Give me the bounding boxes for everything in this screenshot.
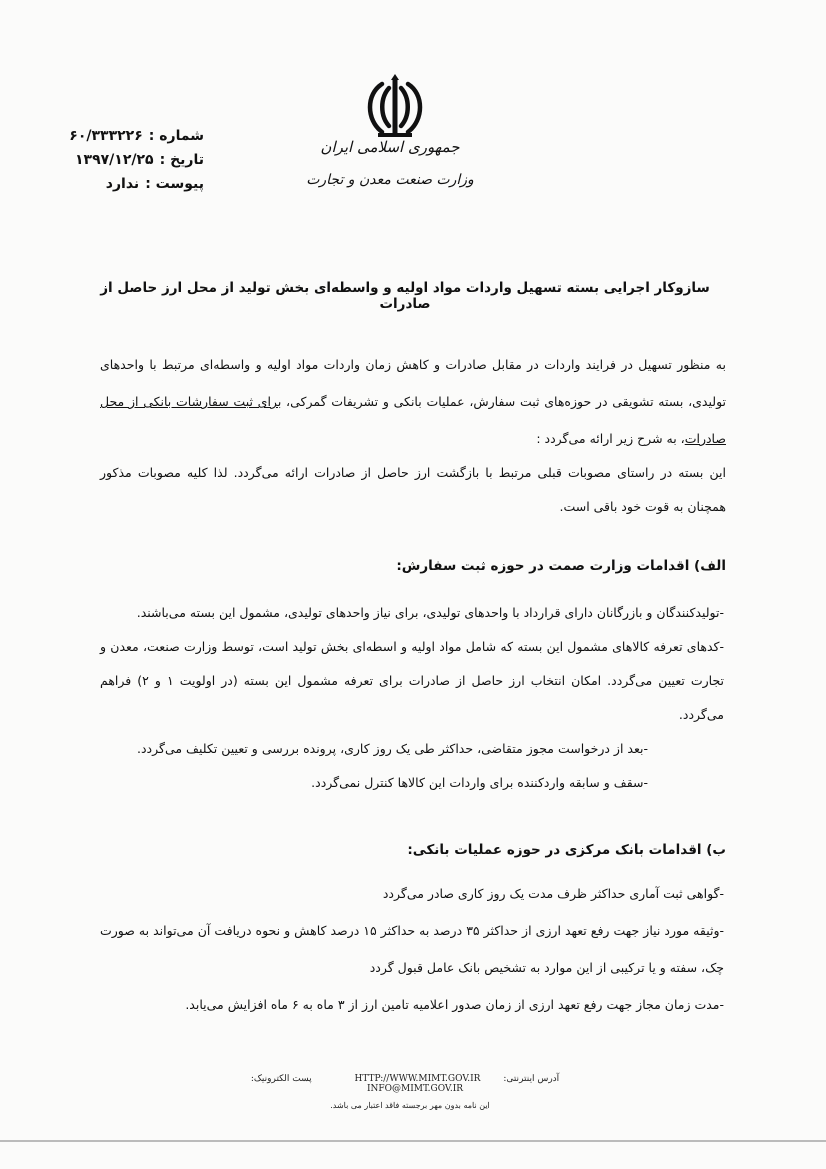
document-title: سازوکار اجرایی بسته تسهیل واردات مواد اولیه و واسطه‌ای بخش تولید از محل ارز حاصل از صادرات bbox=[100, 280, 710, 312]
footer-email-label: پست الکترونیک: bbox=[250, 1074, 312, 1084]
footer-website-value: HTTP://WWW.MIMT.GOV.IR bbox=[354, 1074, 481, 1084]
list-item: -کدهای تعرفه کالاهای مشمول این بسته که شامل مواد اولیه و اسطه‌ای بخش تولید است، توسط وزارت صنعت، معدن و تجارت تعیین می‌گردد. امکان انتخاب ارز حاصل از صادرات برای تعرفه مشمول این بسته (در اولویت ۱ و ۲) فراهم می‌گردد. bbox=[100, 639, 725, 722]
list-item: -گواهی ثبت آماری حداکثر ظرف مدت یک روز کاری صادر می‌گردد bbox=[382, 886, 724, 901]
intro-p1-start: به منظور تسهیل در فرایند واردات در مقابل صادرات و کاهش زمان واردات مواد اولیه و واسطه‌ای مرتبط با واحدهای تولیدی، بسته تشویقی در حوزه‌های ثبت سفارش، عملیات بانکی و تشریفات گمرکی، bbox=[100, 357, 727, 409]
list-item: -سقف و سابقه واردکننده برای واردات این کالاها کنترل نمی‌گردد. bbox=[311, 775, 648, 790]
section-b-heading: ب) اقدامات بانک مرکزی در حوزه عملیات بانکی: bbox=[407, 842, 726, 858]
footer-contacts bbox=[200, 1074, 620, 1094]
list-item: -مدت زمان مجاز جهت رفع تعهد ارزی از زمان صدور اعلامیه تامین ارز از ۳ ماه به ۶ ماه افزایش می‌یابد. bbox=[185, 997, 724, 1012]
section-a-heading: الف) اقدامات وزارت صمت در حوزه ثبت سفارش: bbox=[396, 558, 726, 574]
footer-email-value: INFO@MIMT.GOV.IR bbox=[366, 1084, 464, 1094]
letterhead-country: جمهوری اسلامی ایران bbox=[320, 138, 460, 156]
page-edge-divider bbox=[0, 1140, 826, 1142]
letter-number-label: شماره : bbox=[148, 128, 204, 144]
intro-paragraph-1 bbox=[100, 346, 726, 457]
footer-website[interactable] bbox=[344, 1074, 569, 1084]
iran-emblem-icon bbox=[360, 72, 430, 144]
section-a-list bbox=[100, 596, 726, 800]
letter-date-label: تاریخ : bbox=[159, 152, 204, 168]
list-item: -تولیدکنندگان و بازرگانان دارای قرارداد با واحدهای تولیدی، برای نیاز واحدهای تولیدی، مشمول این بسته می‌باشند. bbox=[136, 605, 724, 620]
letter-date-value: ۱۳۹۷/۱۲/۲۵ bbox=[75, 152, 154, 168]
letter-date-row bbox=[24, 148, 204, 172]
letter-number-row bbox=[24, 124, 204, 148]
letterhead-ministry: وزارت صنعت معدن و تجارت bbox=[306, 172, 474, 188]
intro-p1-underlined: برای ثبت سفارشات بانکی از محل صادرات bbox=[100, 394, 726, 446]
list-item: -بعد از درخواست مجوز متقاضی، حداکثر طی یک روز کاری، پرونده بررسی و تعیین تکلیف می‌گردد. bbox=[137, 741, 648, 756]
letter-attachment-value: ندارد bbox=[105, 176, 140, 192]
letter-footer bbox=[200, 1074, 620, 1110]
letter-attachment-row bbox=[24, 172, 204, 196]
letter-attachment-label: پیوست : bbox=[145, 176, 204, 192]
intro-p1-end: ، به شرح زیر ارائه می‌گردد : bbox=[536, 431, 685, 446]
section-b-list bbox=[100, 875, 726, 1023]
letter-meta bbox=[24, 124, 204, 196]
list-item: -وثیقه مورد نیاز جهت رفع تعهد ارزی از حداکثر ۳۵ درصد به حداکثر ۱۵ درصد کاهش و نحوه دریافت آن می‌تواند به صورت چک، سفته و یا ترکیبی از این موارد به تشخیص بانک عامل قبول گردد bbox=[100, 923, 724, 975]
footer-note: این نامه بدون مهر برجسته فاقد اعتبار می باشد. bbox=[330, 1101, 490, 1110]
footer-website-label: آدرس اینترنتی: bbox=[503, 1074, 560, 1084]
letter-number-value: ۶۰/۳۳۳۲۲۶ bbox=[69, 128, 143, 144]
intro-paragraph-2: این بسته در راستای مصوبات قبلی مرتبط با بازگشت ارز حاصل از صادرات ارائه می‌گردد. لذا کلیه مصوبات مذکور همچنان به قوت خود باقی است. bbox=[100, 465, 726, 514]
